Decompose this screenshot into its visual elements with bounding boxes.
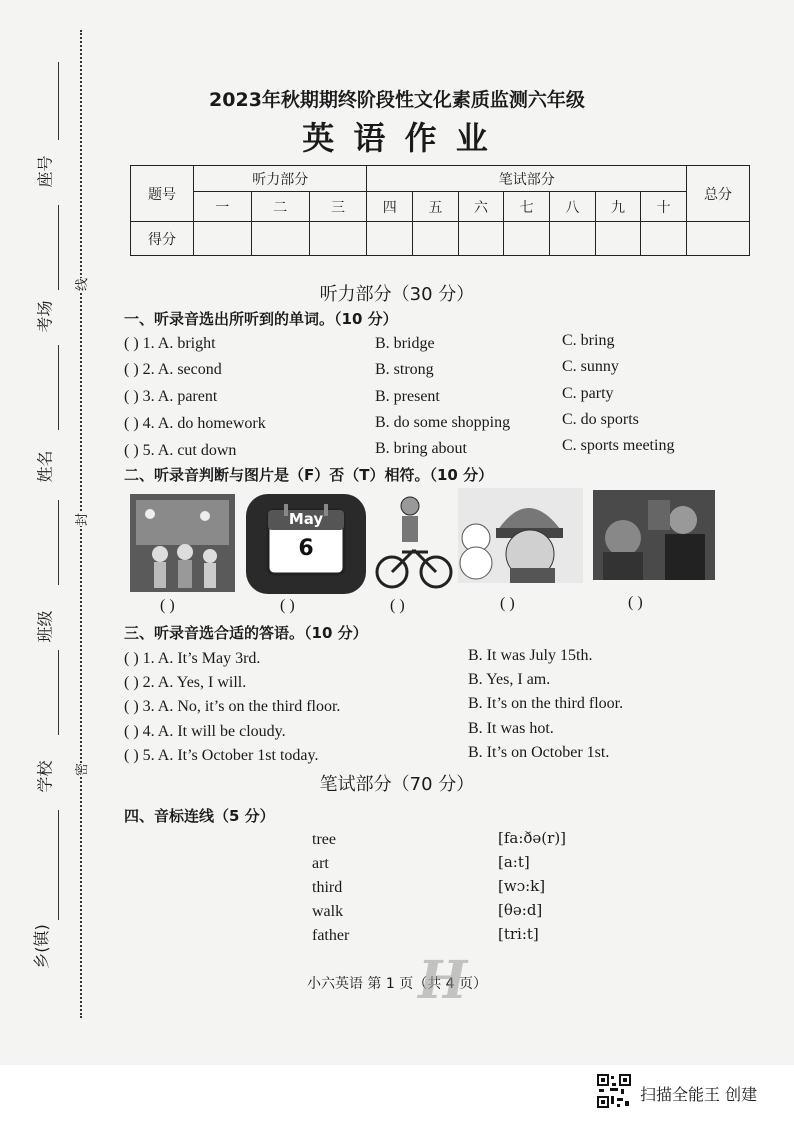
s1-q1: ( ) 1. A. bright [124, 335, 216, 352]
s1-q5-b: B. bring about [375, 440, 467, 457]
s3-q1: ( ) 1. A. It’s May 3rd. [124, 650, 261, 667]
score-cell[interactable] [251, 222, 309, 256]
number-cell: 七 [504, 192, 550, 222]
s4-word-3: third [312, 879, 343, 896]
classroom-party-picture [130, 494, 235, 592]
s3-q5-b: B. It’s on October 1st. [468, 744, 610, 761]
number-cell: 四 [367, 192, 413, 222]
listening-header: 听力部分（30 分） [319, 284, 475, 305]
s1-q1-b: B. bridge [375, 335, 435, 352]
s1-q2: ( ) 2. A. second [124, 361, 222, 378]
s4-word-4: walk [312, 903, 344, 920]
number-cell: 五 [413, 192, 459, 222]
row-label-number: 题号 [131, 166, 194, 222]
number-cell: 十 [641, 192, 687, 222]
section4-title: 四、音标连线（5 分） [124, 807, 275, 825]
number-cell: 九 [595, 192, 641, 222]
s1-q4: ( ) 4. A. do homework [124, 415, 266, 432]
page-footer: 小六英语 第 1 页（共 4 页） [306, 976, 488, 992]
s1-q2-b: B. strong [375, 361, 434, 378]
number-cell: 八 [550, 192, 596, 222]
score-cell[interactable] [641, 222, 687, 256]
people-group-picture [593, 490, 715, 580]
score-cell[interactable] [687, 222, 750, 256]
class-label: 班级 [35, 610, 55, 643]
school-blank-line [58, 650, 59, 735]
s2-bracket-3[interactable]: ( ) [390, 597, 405, 614]
score-cell[interactable] [413, 222, 459, 256]
s4-word-5: father [312, 927, 350, 944]
seal-mark: 封 [71, 513, 90, 526]
s3-q4: ( ) 4. A. It will be cloudy. [124, 723, 286, 740]
s4-phonetic-3: [wɔ:k] [498, 877, 546, 895]
seat-label: 座号 [35, 155, 55, 188]
s1-q3-c: C. party [562, 385, 614, 402]
watermark-letter: H [418, 950, 468, 1011]
written-part-header: 笔试部分 [367, 166, 687, 192]
calendar-month: May [288, 510, 324, 528]
s2-bracket-1[interactable]: ( ) [160, 597, 175, 614]
town-blank-line [58, 810, 59, 920]
s3-q2: ( ) 2. A. Yes, I will. [124, 674, 247, 691]
child-winter-hat-picture [458, 488, 583, 583]
score-cell[interactable] [504, 222, 550, 256]
s4-word-2: art [312, 855, 329, 872]
s1-q2-c: C. sunny [562, 358, 619, 375]
secret-mark: 密 [71, 763, 90, 776]
s1-q3: ( ) 3. A. parent [124, 388, 218, 405]
number-cell: 二 [251, 192, 309, 222]
s2-bracket-2[interactable]: ( ) [280, 597, 295, 614]
score-cell[interactable] [595, 222, 641, 256]
s3-q2-b: B. Yes, I am. [468, 671, 551, 688]
section3-title: 三、听录音选合适的答语。（10 分） [124, 624, 368, 642]
s1-q4-b: B. do some shopping [375, 414, 511, 431]
line-mark: 线 [71, 278, 90, 291]
number-cell: 一 [194, 192, 252, 222]
s4-phonetic-5: [tri:t] [498, 925, 539, 943]
qr-code-icon [597, 1074, 631, 1108]
bike-rider-picture [372, 492, 454, 592]
total-header: 总分 [687, 166, 750, 222]
s4-phonetic-2: [a:t] [498, 853, 530, 871]
row-label-score: 得分 [131, 222, 194, 256]
score-cell[interactable] [194, 222, 252, 256]
s3-q3-b: B. It’s on the third floor. [468, 695, 624, 712]
s4-phonetic-1: [fa:ðə(r)] [498, 829, 567, 847]
s3-q4-b: B. It was hot. [468, 720, 554, 737]
class-blank-line [58, 500, 59, 585]
s1-q5-c: C. sports meeting [562, 437, 675, 454]
score-cell[interactable] [367, 222, 413, 256]
school-label: 学校 [35, 760, 55, 793]
s1-q1-c: C. bring [562, 332, 615, 349]
written-header: 笔试部分（70 分） [319, 774, 475, 795]
s3-q3: ( ) 3. A. No, it’s on the third floor. [124, 698, 341, 715]
name-blank-line [58, 345, 59, 430]
town-label: 乡(镇) [31, 924, 51, 969]
score-cell[interactable] [309, 222, 367, 256]
section1-title: 一、听录音选出所听到的单词。（10 分） [124, 310, 398, 328]
room-label: 考场 [35, 300, 55, 333]
s2-bracket-5[interactable]: ( ) [628, 594, 643, 611]
s4-word-1: tree [312, 831, 336, 848]
calendar-day: 6 [298, 536, 314, 561]
score-table [130, 165, 750, 256]
room-blank-line [58, 205, 59, 290]
exam-title: 2023年秋期期终阶段性文化素质监测六年级 [209, 89, 585, 111]
name-label: 姓名 [35, 450, 55, 483]
s3-q1-b: B. It was July 15th. [468, 647, 593, 664]
s1-q5: ( ) 5. A. cut down [124, 442, 237, 459]
number-cell: 三 [309, 192, 367, 222]
scanner-credit: 扫描全能王 创建 [640, 1085, 758, 1104]
subject-title: 英 语 作 业 [302, 119, 492, 157]
calendar-picture [246, 494, 366, 594]
s4-phonetic-4: [θə:d] [498, 901, 543, 919]
listening-part-header: 听力部分 [194, 166, 367, 192]
s2-bracket-4[interactable]: ( ) [500, 595, 515, 612]
score-cell[interactable] [458, 222, 504, 256]
score-cell[interactable] [550, 222, 596, 256]
section2-title: 二、听录音判断与图片是（F）否（T）相符。（10 分） [124, 466, 494, 484]
s1-q4-c: C. do sports [562, 411, 639, 428]
s1-q3-b: B. present [375, 388, 440, 405]
number-cell: 六 [458, 192, 504, 222]
s3-q5: ( ) 5. A. It’s October 1st today. [124, 747, 319, 764]
